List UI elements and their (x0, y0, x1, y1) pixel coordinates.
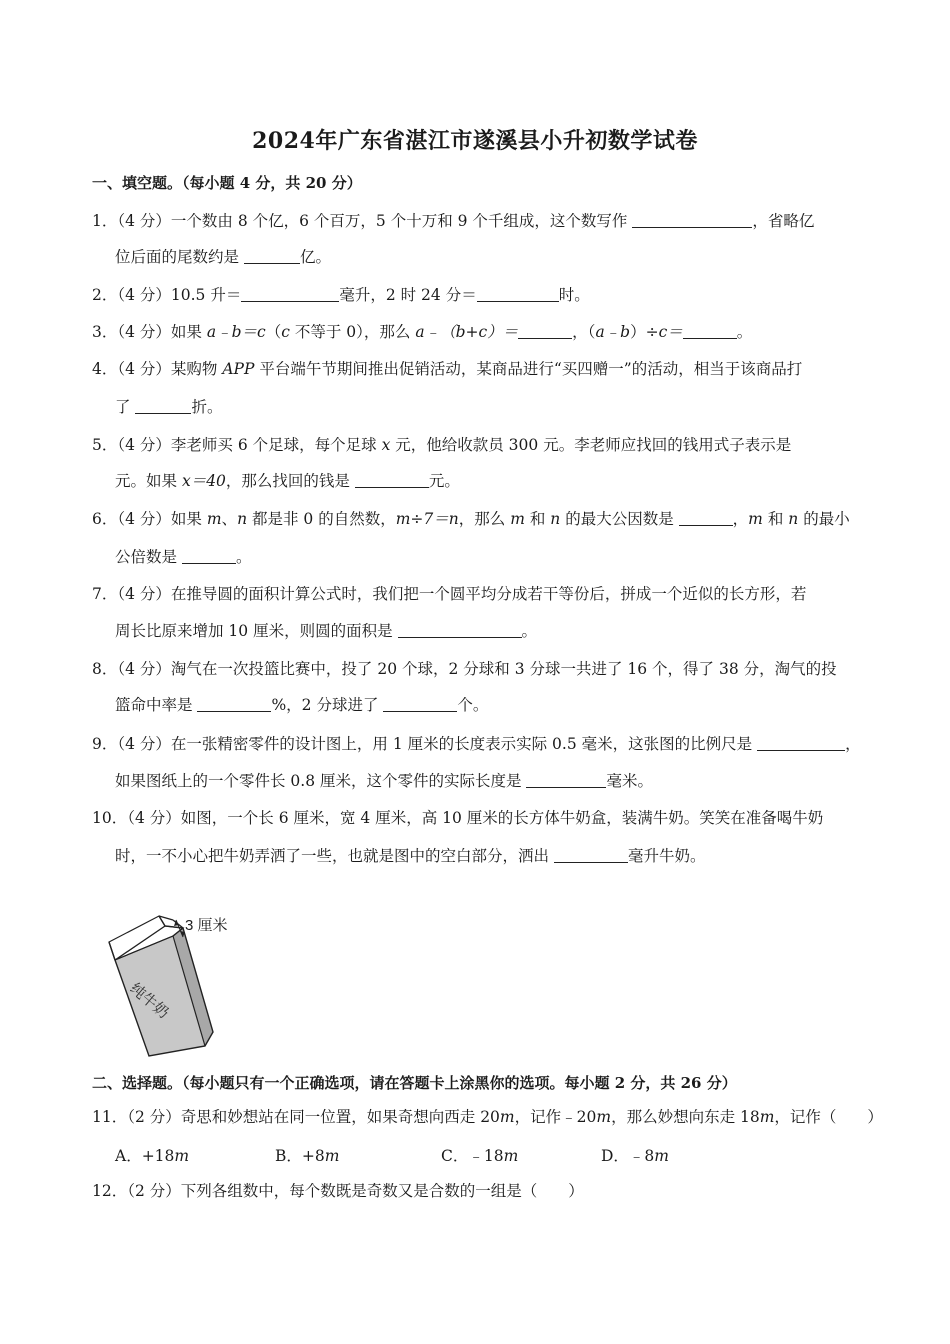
q6-var-n: n (237, 510, 248, 528)
q12-text: 12．（2 分）下列各组数中，每个数既是奇数又是合数的一组是（ ） (92, 1182, 584, 1200)
q1-blank-2[interactable] (244, 247, 300, 264)
question-12 (92, 1180, 862, 1202)
q3-var-c: c (281, 323, 290, 341)
q8-text-d: 个。 (457, 696, 489, 714)
q8-text-b: 篮命中率是 (115, 696, 193, 714)
q1-text: 1．（4 分）一个数由 8 个亿，6 个百万，5 个十万和 9 个千组成，这个数写作 (92, 212, 628, 230)
q6-text-e: 和 (529, 510, 546, 528)
question-8-cont (115, 694, 860, 716)
q9-blank-1[interactable] (757, 734, 845, 751)
q6-text-i: 的最小 (803, 510, 850, 528)
question-9 (92, 733, 862, 755)
q6-var-n-2: n (550, 510, 561, 528)
q6-text-f: 的最大公因数是 (565, 510, 674, 528)
q3-text-e: ）÷ (630, 323, 659, 341)
q3-expr-3: a﹣b (595, 323, 631, 341)
option-unit: m (654, 1147, 669, 1165)
question-8 (92, 658, 862, 680)
q4-text-d: 折。 (191, 398, 223, 416)
q11-option-b[interactable] (275, 1144, 339, 1166)
question-4 (92, 358, 862, 380)
q3-blank-2[interactable] (683, 322, 737, 339)
question-11 (92, 1106, 883, 1128)
q10-text-c: 毫升牛奶。 (627, 847, 706, 865)
question-7-cont (115, 620, 860, 642)
q8-text: 8．（4 分）淘气在一次投篮比赛中，投了 20 个球，2 分球和 3 分球一共进了 16 个，得了 38 分，淘气的投 (92, 660, 837, 678)
q6-var-n-3: n (788, 510, 799, 528)
q3-expr-2: a﹣（b+c）＝ (415, 323, 519, 341)
q6-text-c: 都是非 0 的自然数， (251, 510, 396, 528)
q1-text-b: ，省略亿 (752, 212, 815, 230)
section-heading-multiple-choice: 二、选择题。（每小题只有一个正确选项，请在答题卡上涂黑你的选项。每小题 2 分，共 26 分） (92, 1074, 737, 1092)
q5-text-b: 元，他给收款员 300 元。李老师应找回的钱用式子表示是 (395, 436, 792, 454)
option-label: D．﹣8 (601, 1147, 655, 1165)
q7-text-c: 。 (521, 622, 538, 640)
q1-text-c: 位后面的尾数约是 (115, 248, 240, 266)
q10-text-b: 时，一不小心把牛奶弄洒了一些，也就是图中的空白部分，洒出 (115, 847, 550, 865)
question-5 (92, 434, 862, 456)
option-label: C．﹣18 (441, 1147, 504, 1165)
q11-option-c[interactable] (441, 1144, 518, 1166)
q3-text-b: （ (265, 323, 282, 341)
q2-text-b: 毫升，2 时 24 分＝ (339, 286, 477, 304)
q6-var-m-2: m (510, 510, 525, 528)
q5-text: 5．（4 分）李老师买 6 个足球，每个足球 (92, 436, 377, 454)
q9-text-c: 如果图纸上的一个零件长 0.8 厘米，这个零件的实际长度是 (115, 772, 522, 790)
q2-text-c: 时。 (558, 286, 590, 304)
q4-app: APP (222, 360, 255, 378)
question-1 (92, 210, 862, 232)
q5-text-e: 元。 (428, 472, 460, 490)
q11-text: 11．（2 分）奇思和妙想站在同一位置，如果奇想向西走 20 (92, 1108, 500, 1126)
q6-var-m-3: m (748, 510, 763, 528)
q4-blank[interactable] (135, 397, 191, 414)
q6-blank-1[interactable] (679, 509, 733, 526)
question-6 (92, 508, 862, 530)
option-label: A．+18 (115, 1147, 175, 1165)
q11-option-d[interactable] (601, 1144, 669, 1166)
q11-text-c: ，那么妙想向东走 18 (611, 1108, 760, 1126)
option-unit: m (324, 1147, 340, 1165)
q3-text: 3．（4 分）如果 (92, 323, 202, 341)
q8-blank-2[interactable] (383, 695, 457, 712)
question-6-cont (115, 546, 860, 568)
q5-blank[interactable] (355, 471, 429, 488)
option-unit: m (503, 1147, 519, 1165)
question-4-cont (115, 396, 860, 418)
question-9-cont (115, 770, 860, 792)
q6-text-b: 、 (221, 510, 238, 528)
q5-var-x: x (381, 436, 391, 454)
q10-text: 10．（4 分）如图，一个长 6 厘米，宽 4 厘米，高 10 厘米的长方体牛奶盒，装满牛奶。笑笑在准备喝牛奶 (92, 809, 824, 827)
q11-unit-3: m (759, 1108, 775, 1126)
q9-text: 9．（4 分）在一张精密零件的设计图上，用 1 厘米的长度表示实际 0.5 毫米，这张图的比例尺是 (92, 735, 753, 753)
q2-blank-1[interactable] (241, 285, 339, 302)
q6-text-j: 公倍数是 (115, 548, 178, 566)
question-1-cont (115, 246, 860, 268)
q2-text: 2．（4 分）10.5 升＝ (92, 286, 242, 304)
q6-text-d: ，那么 (458, 510, 506, 528)
q3-expr-1: a﹣b＝c (206, 323, 266, 341)
q9-text-b: ， (845, 735, 861, 753)
q3-text-d: ，（ (572, 323, 596, 341)
q11-unit-1: m (499, 1108, 515, 1126)
q4-text-c: 了 (115, 398, 131, 416)
box-label: 纯牛奶 (126, 979, 173, 1022)
q6-text-g: ， (732, 510, 749, 528)
q10-blank[interactable] (554, 846, 628, 863)
q3-text-f: 。 (736, 323, 753, 341)
q5-text-c: 元。如果 (115, 472, 178, 490)
q1-text-d: 亿。 (299, 248, 331, 266)
q6-text-h: 和 (767, 510, 784, 528)
q11-option-a[interactable] (115, 1144, 189, 1166)
q3-text-c: 不等于 0），那么 (294, 323, 411, 341)
q6-text-k: 。 (235, 548, 252, 566)
q11-text-d: ，记作（ ） (774, 1108, 883, 1126)
q7-text: 7．（4 分）在推导圆的面积计算公式时，我们把一个圆平均分成若干等份后，拼成一个近似的长方形，若 (92, 585, 807, 603)
q6-text: 6．（4 分）如果 (92, 510, 202, 528)
section-heading-fill-in: 一、填空题。（每小题 4 分，共 20 分） (92, 174, 362, 192)
dimension-label: 3 厘米 (185, 917, 228, 934)
q9-text-d: 毫米。 (606, 772, 653, 790)
page-title: 2024年广东省湛江市遂溪县小升初数学试卷 (252, 128, 698, 154)
q6-condition: m÷7＝n (395, 510, 459, 528)
question-3 (92, 321, 862, 343)
milk-box-figure (105, 910, 255, 1060)
q4-text: 4．（4 分）某购物 (92, 360, 218, 378)
q11-text-b: ，记作﹣20 (514, 1108, 597, 1126)
question-5-cont (115, 470, 860, 492)
q6-var-m: m (206, 510, 222, 528)
q5-condition: x＝40 (181, 472, 226, 490)
q3-expr-4: c＝ (658, 323, 683, 341)
q3-blank-1[interactable] (518, 322, 572, 339)
q11-unit-2: m (596, 1108, 612, 1126)
question-10-cont (115, 845, 860, 867)
q4-text-b: 平台端午节期间推出促销活动，某商品进行“买四赠一”的活动，相当于该商品打 (259, 360, 803, 378)
q7-text-b: 周长比原来增加 10 厘米，则圆的面积是 (115, 622, 393, 640)
question-7 (92, 583, 862, 605)
question-10 (92, 807, 862, 829)
q9-blank-2[interactable] (526, 771, 606, 788)
q6-blank-2[interactable] (182, 547, 236, 564)
q1-blank-1[interactable] (632, 211, 752, 228)
q7-blank[interactable] (398, 621, 522, 638)
option-unit: m (174, 1147, 190, 1165)
q8-text-c: %，2 分球进了 (271, 696, 379, 714)
q5-text-d: ，那么找回的钱是 (225, 472, 350, 490)
question-2 (92, 284, 862, 306)
q2-blank-2[interactable] (477, 285, 559, 302)
q8-blank-1[interactable] (197, 695, 271, 712)
option-label: B．+8 (275, 1147, 325, 1165)
